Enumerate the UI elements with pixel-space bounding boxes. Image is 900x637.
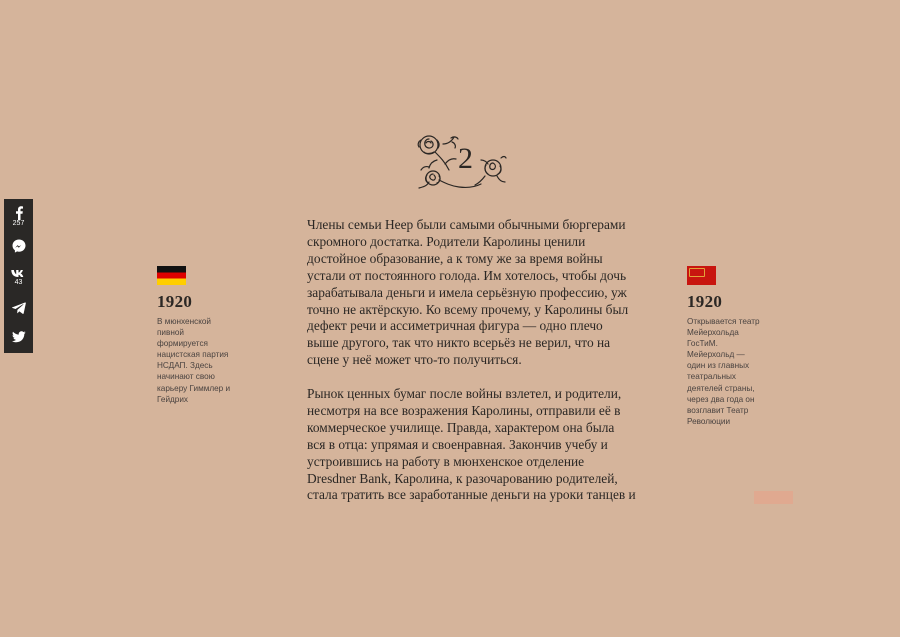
germany-flag-icon xyxy=(157,266,186,285)
flag-emblem-icon xyxy=(689,268,705,277)
note-line: один из главных xyxy=(687,361,750,371)
text-line: скромного достатка. Родители Каролины ценили xyxy=(307,233,586,249)
facebook-share-button[interactable] xyxy=(4,206,33,228)
text-line: дефект речи и ассиметричная фигура — одно плечо xyxy=(307,318,603,334)
telegram-icon xyxy=(12,302,26,314)
note-line: Мейерхольд — xyxy=(687,350,745,360)
note-line: театральных xyxy=(687,372,736,382)
text-line: выше другого, так что никто всерьёз не верил, что на xyxy=(307,335,611,351)
text-line: коммерческое училище. Правда, характером она была xyxy=(307,419,615,435)
side-note-rsfsr xyxy=(687,266,767,427)
text-line: сцене у неё может что-то получиться. xyxy=(307,352,522,368)
messenger-share-button[interactable] xyxy=(4,239,33,253)
chapter-number: 2 xyxy=(458,142,473,175)
vk-share-count: 43 xyxy=(14,279,23,286)
rsfsr-flag-icon xyxy=(687,266,716,285)
share-bar xyxy=(4,199,33,353)
vk-icon xyxy=(11,269,26,279)
text-line: достойное образование, а к тому же за время войны xyxy=(307,250,603,266)
text-line: Члены семьи Неер были самыми обычными бюргерами xyxy=(307,217,626,232)
note-text xyxy=(687,316,767,427)
note-line: В мюнхенской xyxy=(157,317,211,326)
note-line: пивной xyxy=(157,328,185,338)
note-line: ГосТиМ. xyxy=(687,339,718,349)
facebook-icon xyxy=(14,206,24,220)
text-line: Dresdner Bank, Каролина, к разочарованию родителей, xyxy=(307,470,618,486)
note-line: Открывается театр xyxy=(687,317,760,326)
facebook-share-count: 257 xyxy=(12,220,25,227)
text-line: зарабатывала деньги и имела серьёзную профессию, уж xyxy=(307,284,627,300)
twitter-share-button[interactable] xyxy=(4,331,33,343)
text-line: несмотря на все возражения Каролины, отправили её в xyxy=(307,402,621,418)
highlight-tag xyxy=(754,491,793,504)
note-line: начинают свою xyxy=(157,372,215,382)
note-line: Революции xyxy=(687,416,731,426)
note-line: нацистская партия xyxy=(157,350,229,360)
text-line: устроившись на работу в мюнхенское отделение xyxy=(307,453,585,469)
note-line: формируется xyxy=(157,339,208,349)
note-line: возглавит Театр xyxy=(687,405,749,415)
twitter-icon xyxy=(12,331,26,343)
text-line: Рынок ценных бумаг после войны взлетел, и родители, xyxy=(307,386,622,402)
article-paragraph-1 xyxy=(307,217,629,369)
side-note-germany xyxy=(157,266,237,405)
telegram-share-button[interactable] xyxy=(4,302,33,314)
note-line: НСДАП. Здесь xyxy=(157,361,213,371)
note-text xyxy=(157,316,237,405)
note-line: деятелей страны, xyxy=(687,383,755,393)
article-body xyxy=(307,217,636,521)
text-line: устали от постоянного голода. Им хотелось, чтобы дочь xyxy=(307,267,627,283)
text-line: вся в отца: упрямая и своенравная. Закончив учебу и xyxy=(307,436,608,452)
note-line: Мейерхольда xyxy=(687,328,739,338)
vk-share-button[interactable] xyxy=(4,269,33,287)
note-year: 1920 xyxy=(157,292,193,311)
text-line: точно не актёрскую. Ко всему прочему, у Каролины был xyxy=(307,301,629,317)
text-line: стала тратить все заработанные деньги на уроки танцев и xyxy=(307,487,636,503)
note-year: 1920 xyxy=(687,292,723,311)
messenger-icon xyxy=(12,239,26,253)
article-paragraph-2 xyxy=(307,386,636,504)
note-line: через два года он xyxy=(687,394,755,404)
note-line: Гейдрих xyxy=(157,394,189,404)
note-line: карьеру Гиммлер и xyxy=(157,383,231,393)
